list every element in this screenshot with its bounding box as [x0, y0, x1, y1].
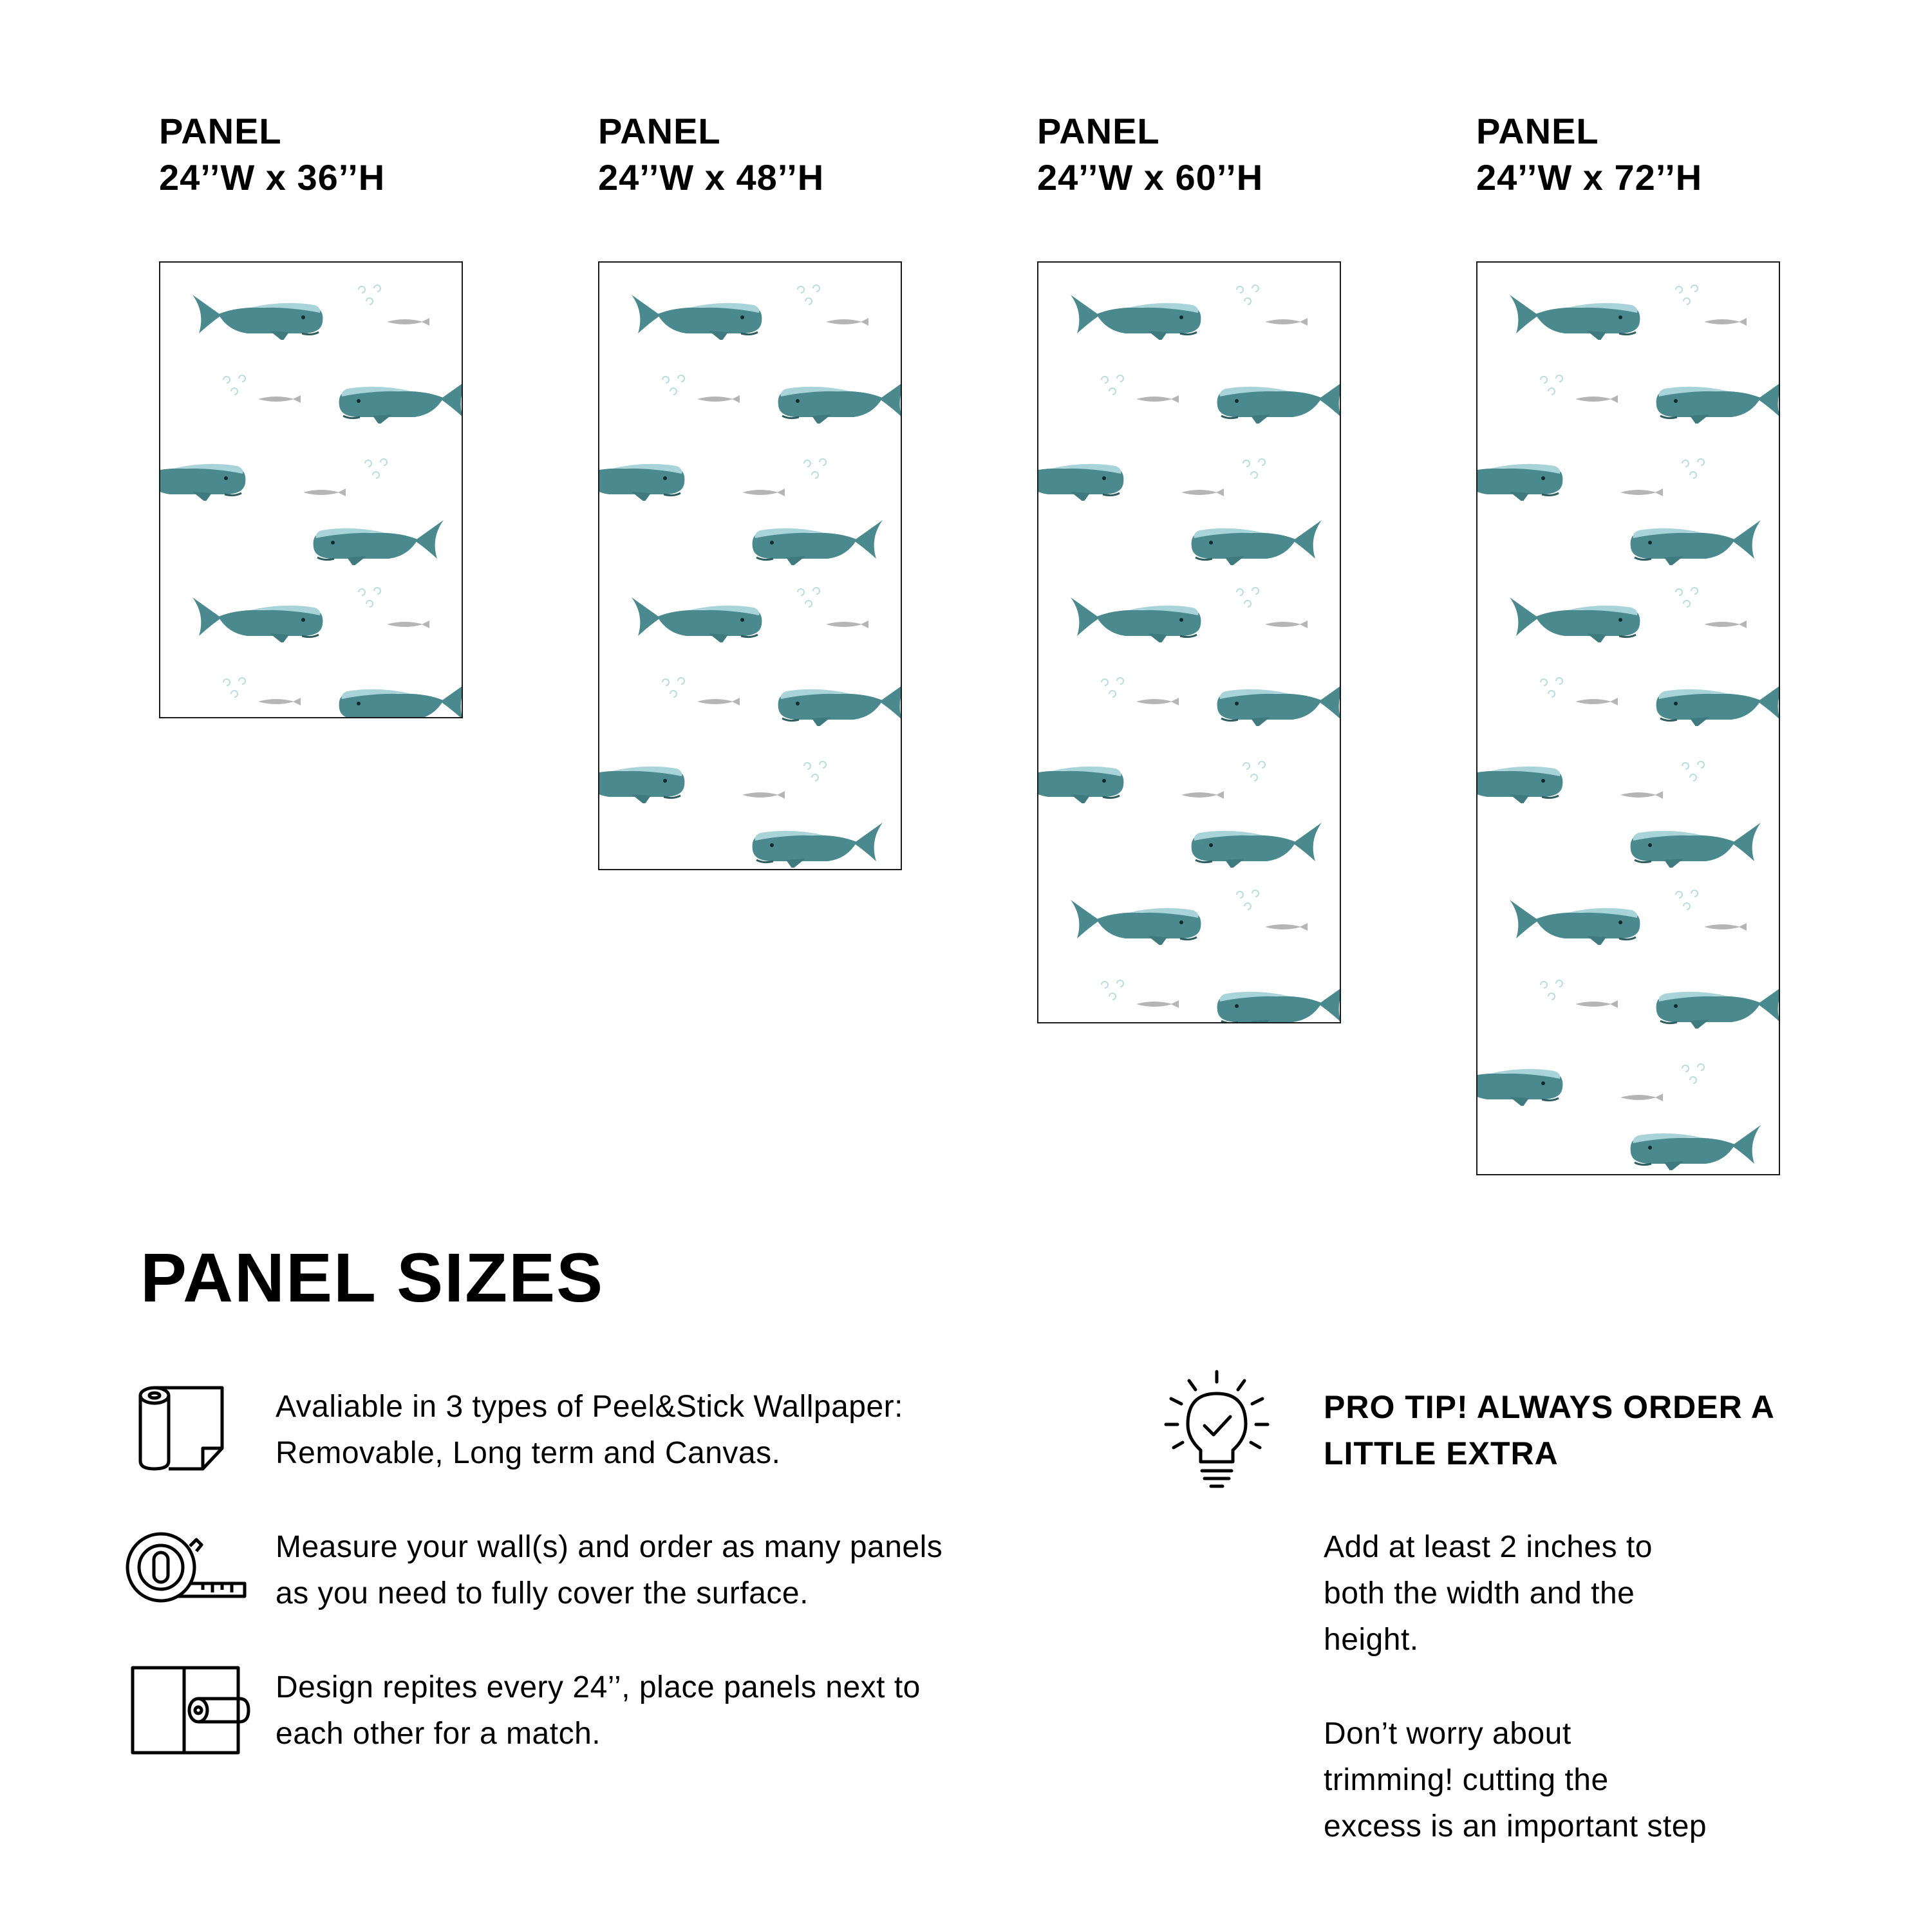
feature-text-types	[276, 1384, 1132, 1477]
feature-text-measure	[276, 1524, 1132, 1617]
panel-size: 24’’W x 72’’H	[1476, 157, 1703, 198]
panel-title: PANEL	[159, 111, 282, 151]
pro-tip-title-line: PRO TIP! ALWAYS ORDER A	[1324, 1389, 1775, 1425]
panel-label-36	[159, 108, 385, 201]
panel-roll-icon	[129, 1664, 251, 1757]
pro-tip-line: excess is an important step	[1324, 1809, 1707, 1843]
panel-label-48	[598, 108, 824, 201]
panel-title: PANEL	[1037, 111, 1160, 151]
panel-preview-48	[598, 261, 902, 870]
pro-tip-paragraph-1	[1324, 1524, 1653, 1663]
whale-pattern-image	[1038, 263, 1340, 1022]
panel-title: PANEL	[598, 111, 721, 151]
panel-label-72	[1476, 108, 1702, 201]
feature-line: Design repites every 24’’, place panels next to	[276, 1670, 921, 1704]
panel-preview-36	[159, 261, 463, 718]
lightbulb-check-icon	[1162, 1368, 1271, 1490]
panel-preview-60	[1037, 261, 1341, 1023]
pro-tip-title-line: LITTLE EXTRA	[1324, 1435, 1559, 1471]
pro-tip-line: trimming! cutting the	[1324, 1763, 1609, 1797]
feature-line: Avaliable in 3 types of Peel&Stick Wallpaper:	[276, 1390, 903, 1424]
measuring-tape-icon	[126, 1525, 248, 1609]
panel-size: 24’’W x 60’’H	[1037, 157, 1264, 198]
pro-tip-line: Don’t worry about	[1324, 1717, 1571, 1751]
section-title: PANEL SIZES	[140, 1238, 605, 1316]
pro-tip-paragraph-2	[1324, 1711, 1707, 1850]
pro-tip-line: height.	[1324, 1623, 1419, 1657]
pro-tip-line: both the width and the	[1324, 1576, 1635, 1610]
panel-size: 24’’W x 48’’H	[598, 157, 825, 198]
feature-line: Removable, Long term and Canvas.	[276, 1436, 781, 1470]
pro-tip-title	[1324, 1384, 1775, 1477]
pro-tip-line: Add at least 2 inches to	[1324, 1530, 1653, 1564]
whale-pattern-image	[599, 263, 901, 869]
panel-title: PANEL	[1476, 111, 1599, 151]
whale-pattern-image	[1477, 263, 1779, 1174]
feature-line: each other for a match.	[276, 1717, 601, 1751]
panel-label-60	[1037, 108, 1263, 201]
wallpaper-roll-icon	[132, 1384, 229, 1474]
panel-size: 24’’W x 36’’H	[159, 157, 386, 198]
panel-preview-72	[1476, 261, 1780, 1175]
feature-text-repeat	[276, 1665, 1132, 1757]
feature-line: Measure your wall(s) and order as many panels	[276, 1530, 943, 1564]
feature-line: as you need to fully cover the surface.	[276, 1576, 809, 1610]
whale-pattern-image	[160, 263, 462, 717]
